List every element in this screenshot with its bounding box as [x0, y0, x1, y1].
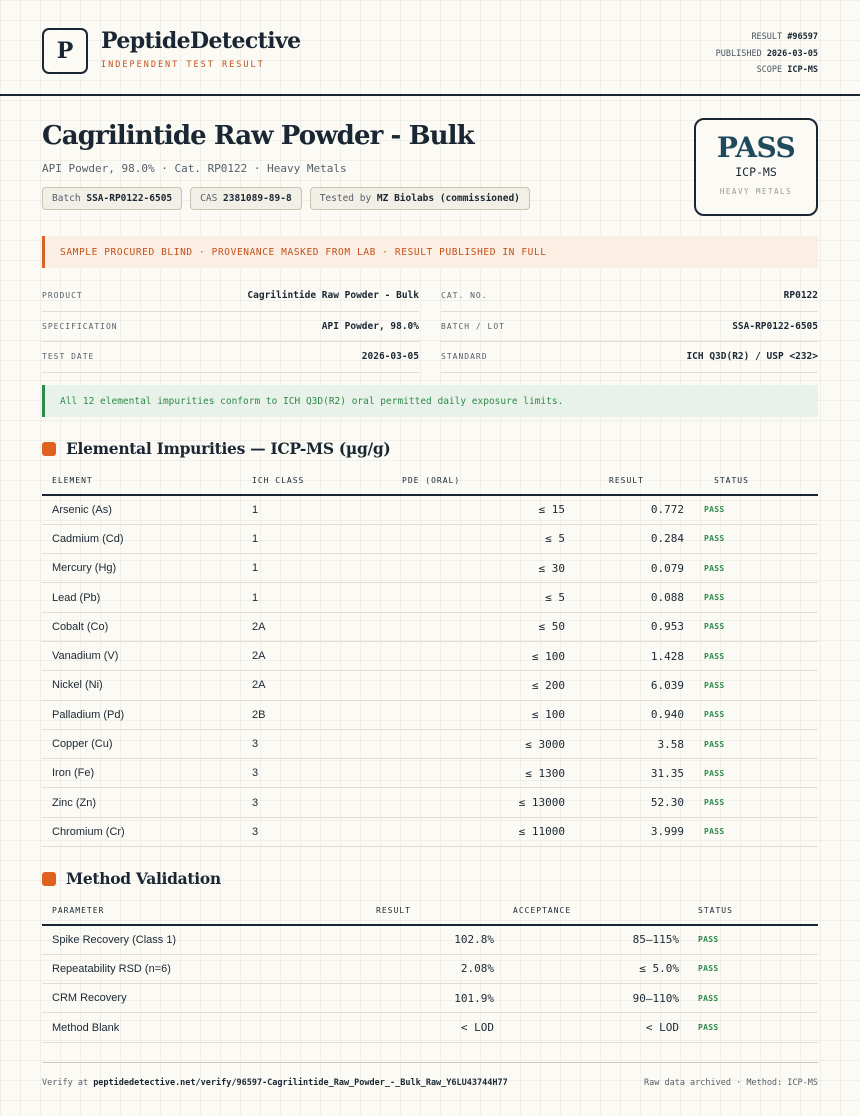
result-value: 31.35: [565, 759, 695, 788]
tested-by-chip: Tested by MZ Biolabs (commissioned): [310, 187, 530, 210]
result-value: 0.940: [565, 700, 695, 729]
stamp-verdict: PASS: [716, 131, 796, 164]
ich-class: 2A: [242, 671, 352, 700]
validation-row: [42, 954, 818, 983]
report-meta: [716, 29, 818, 79]
element-name: Mercury (Hg): [42, 554, 242, 583]
impurity-row: [42, 759, 818, 788]
ich-class: 2A: [242, 641, 352, 670]
pde-limit: ≤ 50: [352, 612, 565, 641]
element-name: Copper (Cu): [42, 729, 242, 758]
ich-class: 2A: [242, 612, 352, 641]
pde-limit: ≤ 100: [352, 700, 565, 729]
status-badge: PASS: [695, 817, 818, 846]
report-footer: [42, 1062, 818, 1088]
element-name: Arsenic (As): [42, 495, 242, 524]
stamp-scope: HEAVY METALS: [719, 187, 793, 196]
impurity-row: [42, 495, 818, 524]
validation-row: [42, 1013, 818, 1042]
page-subtitle: API Powder, 98.0% · Cat. RP0122 · Heavy Metals: [42, 162, 347, 175]
element-name: Cadmium (Cd): [42, 524, 242, 553]
result-value: 3.58: [565, 729, 695, 758]
page-title: Cagrilintide Raw Powder - Bulk: [42, 121, 474, 151]
status-badge: PASS: [695, 671, 818, 700]
impurities-header-row: [42, 467, 818, 495]
element-name: Nickel (Ni): [42, 671, 242, 700]
info-row-standard: STANDARD ICH Q3D(R2) / USP <232>: [441, 342, 818, 373]
acceptance-range: 85–115%: [494, 925, 679, 954]
status-badge: PASS: [679, 954, 818, 983]
element-name: Vanadium (V): [42, 641, 242, 670]
result-number: #96597: [787, 32, 818, 42]
col-val-result: RESULT: [352, 897, 494, 925]
brand-tagline: INDEPENDENT TEST RESULT: [101, 60, 265, 70]
validation-header-row: [42, 897, 818, 925]
col-status: STATUS: [695, 467, 818, 495]
element-name: Lead (Pb): [42, 583, 242, 612]
archive-note: Raw data archived · Method: ICP-MS: [644, 1078, 818, 1088]
parameter-name: Repeatability RSD (n=6): [42, 954, 352, 983]
validation-row: [42, 925, 818, 954]
impurity-row: [42, 524, 818, 553]
status-badge: PASS: [695, 524, 818, 553]
info-row-product: PRODUCT Cagrilintide Raw Powder - Bulk: [42, 281, 419, 312]
result-value: 0.953: [565, 612, 695, 641]
batch-chip: Batch SSA-RP0122-6505: [42, 187, 182, 210]
result-value: 0.772: [565, 495, 695, 524]
validation-table: [42, 897, 818, 1043]
info-row-cat-no: CAT. NO. RP0122: [441, 281, 818, 312]
status-badge: PASS: [695, 729, 818, 758]
pde-limit: ≤ 30: [352, 554, 565, 583]
verify-line: Verify at peptidedetective.net/verify/96597-Cagrilintide_Raw_Powder_-_Bulk_Raw_Y6LU43744H77: [42, 1078, 508, 1088]
info-chips: [42, 187, 530, 210]
blind-procurement-notice: SAMPLE PROCURED BLIND · PROVENANCE MASKED FROM LAB · RESULT PUBLISHED IN FULL: [42, 236, 818, 268]
pass-stamp: [694, 118, 818, 216]
result-value: 0.284: [565, 524, 695, 553]
verify-link[interactable]: peptidedetective.net/verify/96597-Cagrilintide_Raw_Powder_-_Bulk_Raw_Y6LU43744H77: [93, 1078, 508, 1088]
validation-result: 2.08%: [352, 954, 494, 983]
impurities-section-heading: [42, 439, 390, 458]
col-ich-class: ICH CLASS: [242, 467, 352, 495]
impurities-table: [42, 467, 818, 847]
ich-class: 3: [242, 817, 352, 846]
impurity-row: [42, 641, 818, 670]
status-badge: PASS: [695, 583, 818, 612]
pde-limit: ≤ 11000: [352, 817, 565, 846]
validation-result: 101.9%: [352, 984, 494, 1013]
info-right-column: [441, 281, 818, 373]
status-badge: PASS: [695, 554, 818, 583]
col-parameter: PARAMETER: [42, 897, 352, 925]
result-value: 0.079: [565, 554, 695, 583]
info-row-test-date: TEST DATE 2026-03-05: [42, 342, 419, 373]
pde-limit: ≤ 1300: [352, 759, 565, 788]
col-pde: PDE (ORAL): [352, 467, 565, 495]
impurities-title: Elemental Impurities — ICP-MS (µg/g): [66, 439, 391, 458]
element-name: Iron (Fe): [42, 759, 242, 788]
impurity-row: [42, 554, 818, 583]
col-val-status: STATUS: [679, 897, 818, 925]
parameter-name: Method Blank: [42, 1013, 352, 1042]
pde-limit: ≤ 3000: [352, 729, 565, 758]
scope-value: ICP-MS: [787, 65, 818, 75]
validation-row: [42, 984, 818, 1013]
info-left-column: [42, 281, 419, 373]
acceptance-range: ≤ 5.0%: [494, 954, 679, 983]
stamp-method: ICP-MS: [735, 165, 777, 179]
result-value: 3.999: [565, 817, 695, 846]
impurity-row: [42, 612, 818, 641]
cas-chip: CAS 2381089-89-8: [190, 187, 302, 210]
impurity-row: [42, 788, 818, 817]
acceptance-range: 90–110%: [494, 984, 679, 1013]
status-badge: PASS: [695, 759, 818, 788]
section-marker-icon: [42, 872, 56, 886]
published-date: 2026-03-05: [766, 48, 818, 59]
meta-scope: SCOPE ICP-MS: [756, 65, 818, 75]
ich-class: 1: [242, 554, 352, 583]
impurity-row: [42, 700, 818, 729]
acceptance-range: < LOD: [494, 1013, 679, 1042]
status-badge: PASS: [679, 984, 818, 1013]
meta-result: RESULT #96597: [751, 32, 818, 42]
element-name: Palladium (Pd): [42, 700, 242, 729]
impurity-row: [42, 583, 818, 612]
ich-class: 1: [242, 495, 352, 524]
validation-result: 102.8%: [352, 925, 494, 954]
element-name: Zinc (Zn): [42, 788, 242, 817]
pde-limit: ≤ 13000: [352, 788, 565, 817]
impurity-row: [42, 729, 818, 758]
pde-limit: ≤ 15: [352, 495, 565, 524]
result-value: 52.30: [565, 788, 695, 817]
pde-limit: ≤ 100: [352, 641, 565, 670]
section-marker-icon: [42, 442, 56, 456]
info-row-batch-lot: BATCH / LOT SSA-RP0122-6505: [441, 312, 818, 343]
ich-class: 2B: [242, 700, 352, 729]
validation-result: < LOD: [352, 1013, 494, 1042]
status-badge: PASS: [695, 612, 818, 641]
col-result: RESULT: [565, 467, 695, 495]
col-element: ELEMENT: [42, 467, 242, 495]
impurity-row: [42, 671, 818, 700]
status-badge: PASS: [679, 1013, 818, 1042]
pde-limit: ≤ 5: [352, 583, 565, 612]
pde-limit: ≤ 5: [352, 524, 565, 553]
report-header: [0, 0, 860, 96]
element-name: Cobalt (Co): [42, 612, 242, 641]
status-badge: PASS: [695, 641, 818, 670]
status-badge: PASS: [695, 788, 818, 817]
brand-name: PeptideDetective: [101, 28, 301, 54]
info-row-specification: SPECIFICATION API Powder, 98.0%: [42, 312, 419, 343]
ich-class: 3: [242, 729, 352, 758]
ich-class: 3: [242, 788, 352, 817]
status-badge: PASS: [679, 925, 818, 954]
result-value: 6.039: [565, 671, 695, 700]
result-value: 0.088: [565, 583, 695, 612]
parameter-name: Spike Recovery (Class 1): [42, 925, 352, 954]
validation-title: Method Validation: [66, 869, 221, 888]
ich-class: 3: [242, 759, 352, 788]
status-badge: PASS: [695, 495, 818, 524]
element-name: Chromium (Cr): [42, 817, 242, 846]
validation-section-heading: [42, 869, 221, 888]
impurity-row: [42, 817, 818, 846]
ich-class: 1: [242, 583, 352, 612]
conformance-message: All 12 elemental impurities conform to ICH Q3D(R2) oral permitted daily exposure limits.: [42, 385, 818, 417]
pde-limit: ≤ 200: [352, 671, 565, 700]
logo-icon: P: [42, 28, 88, 74]
meta-published: PUBLISHED 2026-03-05: [715, 48, 818, 59]
ich-class: 1: [242, 524, 352, 553]
parameter-name: CRM Recovery: [42, 984, 352, 1013]
status-badge: PASS: [695, 700, 818, 729]
result-value: 1.428: [565, 641, 695, 670]
col-acceptance: ACCEPTANCE: [494, 897, 679, 925]
